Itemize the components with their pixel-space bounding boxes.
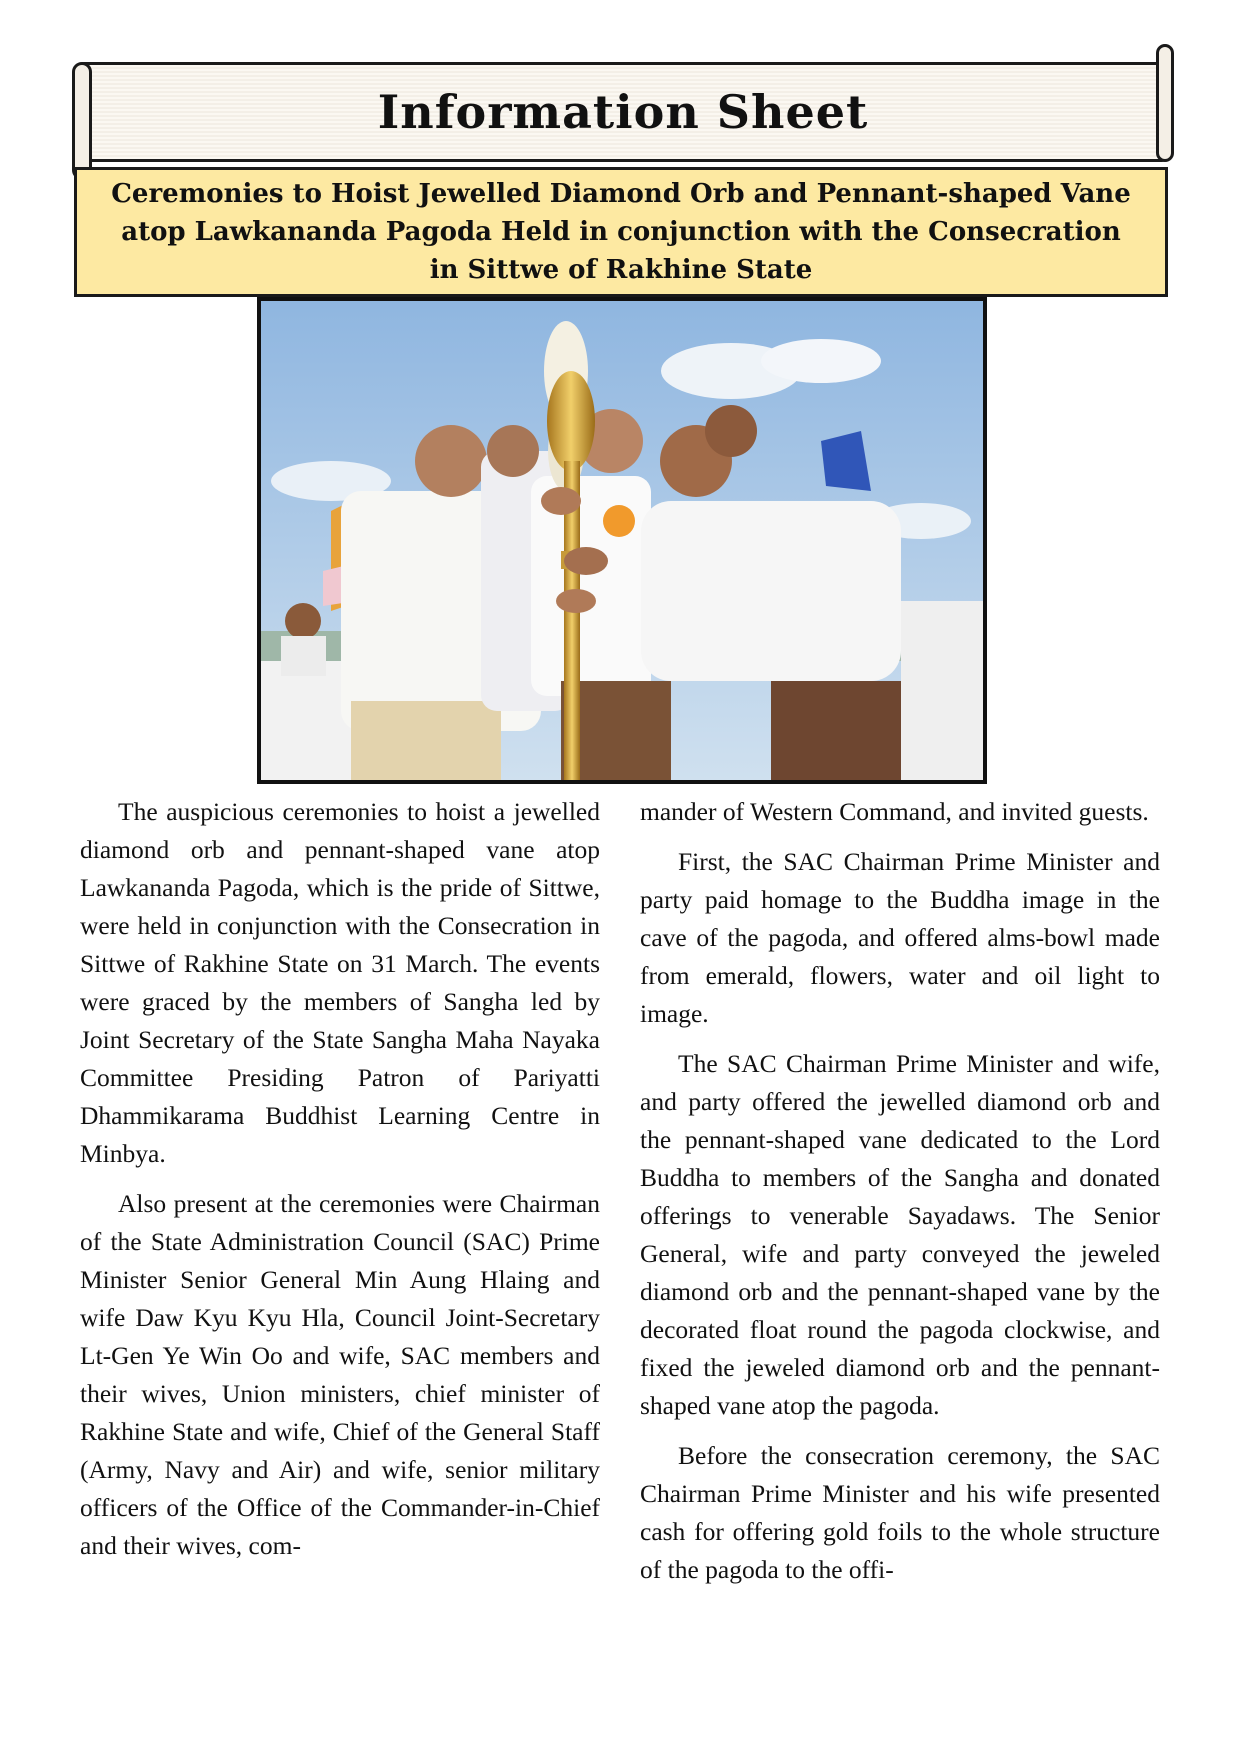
paragraph: Also present at the ceremonies were Chairman of the State Administration Council (SAC) Prime Minister Senior General Min Aung Hlaing and wife Daw Kyu Kyu Hla, Council Joint-Secretary Lt-Gen Ye Win Oo and wife, SAC members and their wives, Union ministers, chief minister of Rakhine State and wife, Chief of the General Staff (Army, Navy and Air) and wife, senior military officers of the Office of the Commander-in-Chief and their wives, com- [80, 1189, 600, 1560]
headline: Ceremonies to Hoist Jewelled Diamond Orb and Pennant-shaped Vane atop Lawkananda Pagoda Held in conjunction with the Consecration in Sittwe of Rakhine State [111, 179, 1131, 285]
article-column-right [640, 793, 1160, 1601]
title-banner [80, 62, 1166, 162]
banner-scroll-curl-left [72, 62, 92, 180]
paragraph: First, the SAC Chairman Prime Minister and party paid homage to the Buddha image in the cave of the pagoda, and offered alms-bowl made from emerald, flowers, water and oil light to image. [640, 847, 1160, 1028]
ceremony-photo-illustration [261, 301, 983, 780]
ceremony-photo [257, 297, 987, 784]
page-title: Information Sheet [377, 85, 869, 139]
article-column-left [80, 793, 600, 1577]
headline-box [74, 167, 1168, 297]
paragraph: The SAC Chairman Prime Minister and wife, and party offered the jewelled diamond orb and the pennant-shaped vane dedicated to the Lord Buddha to members of the Sangha and donated offerings to venerable Sayadaws. The Senior General, wife and party conveyed the jeweled diamond orb and the pennant-shaped vane by the decorated float round the pagoda clockwise, and fixed the jeweled diamond orb and the pennant-shaped vane atop the pagoda. [640, 1049, 1160, 1420]
banner-scroll-curl-right [1156, 44, 1174, 162]
paragraph-continuation: mander of Western Command, and invited guests. [640, 797, 1149, 826]
paragraph: Before the consecration ceremony, the SAC Chairman Prime Minister and his wife presented cash for offering gold foils to the whole structure of the pagoda to the offi- [640, 1441, 1160, 1584]
paragraph: The auspicious ceremonies to hoist a jewelled diamond orb and pennant-shaped vane atop Lawkananda Pagoda, which is the pride of Sittwe, were held in conjunction with the Consecration in Sittwe of Rakhine State on 31 March. The events were graced by the members of Sangha led by Joint Secretary of the State Sangha Maha Nayaka Committee Presiding Patron of Pariyatti Dhammikarama Buddhist Learning Centre in Minbya. [80, 797, 600, 1168]
